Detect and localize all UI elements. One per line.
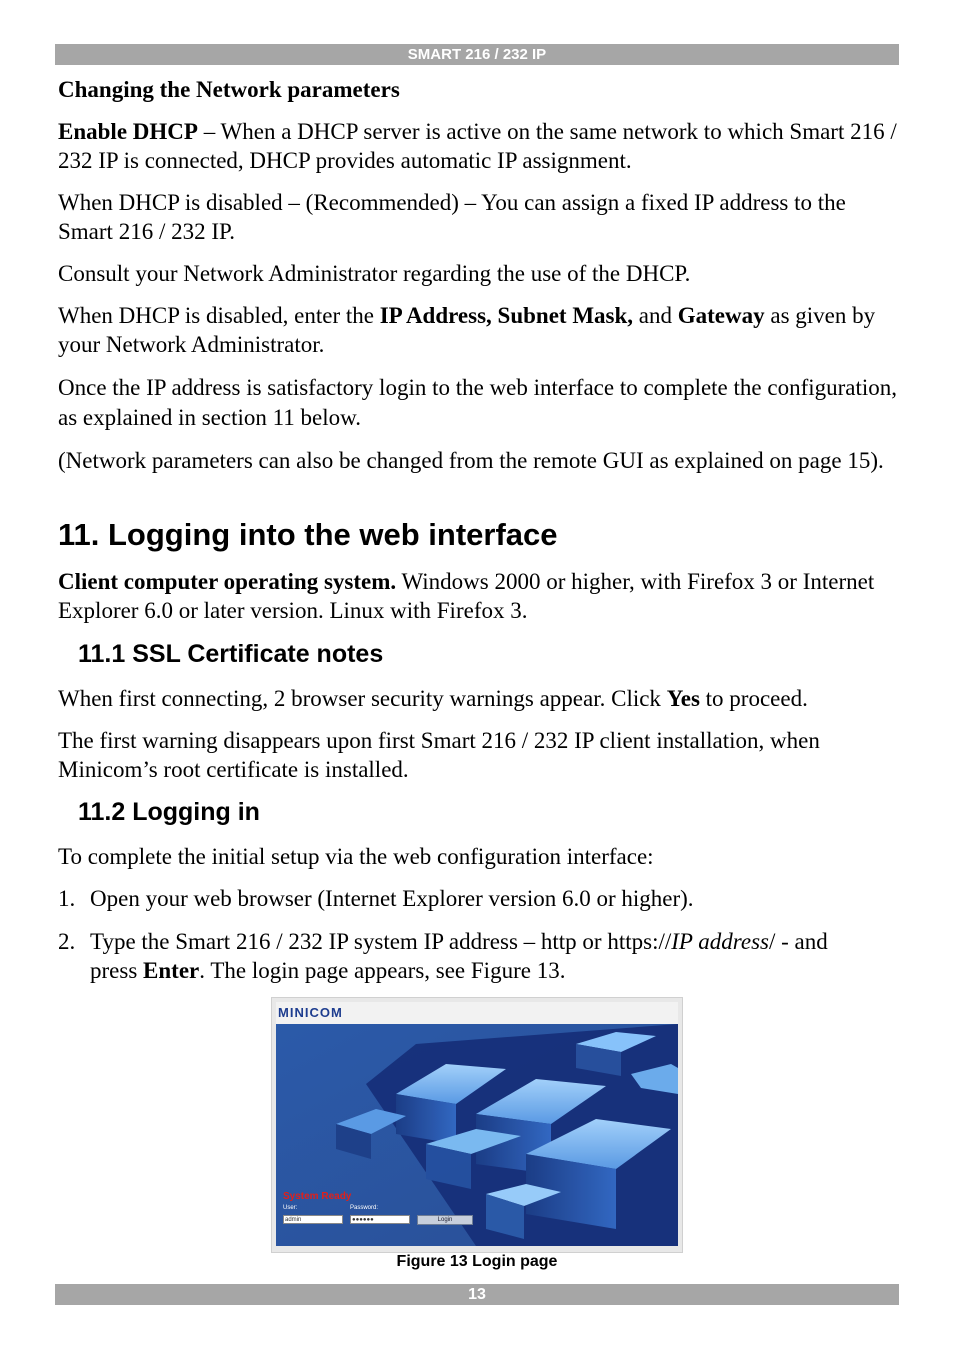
list-item — [58, 884, 898, 913]
minicom-logo: MINICOM — [278, 1005, 343, 1020]
cubes-graphic — [276, 1024, 678, 1246]
p4-c: and — [633, 303, 678, 328]
p4-a: When DHCP is disabled, enter the — [58, 303, 380, 328]
warn-c: to proceed. — [699, 686, 808, 711]
password-label: Password: — [350, 1205, 379, 1211]
login-page-figure — [271, 997, 683, 1253]
password-input[interactable]: ●●●●●● — [350, 1215, 410, 1224]
section-11-heading: 11. Logging into the web interface — [58, 517, 558, 552]
paragraph-dhcp-disabled: When DHCP is disabled – (Recommended) – You can assign a fixed IP address to the Smart 216 / 232 IP. — [58, 190, 846, 244]
paragraph-enable-dhcp — [58, 117, 898, 175]
warn-a: When first connecting, 2 browser security warnings appear. Click — [58, 686, 667, 711]
step2-ip-address: IP address — [671, 929, 769, 954]
paragraph-remote-gui: (Network parameters can also be changed from the remote GUI as explained on page 15). — [58, 448, 884, 473]
step2-b: / - and press — [90, 929, 828, 983]
page-footer — [55, 1284, 899, 1305]
paragraph-enter-ip — [58, 301, 898, 359]
page-header — [55, 44, 899, 65]
paragraph-root-certificate: The first warning disappears upon first Smart 216 / 232 IP client installation, when Minicom’s root certificate is installed. — [58, 728, 820, 782]
warn-yes: Yes — [666, 686, 700, 711]
list-item — [58, 927, 898, 985]
status-text: System Ready — [283, 1191, 352, 1202]
step2-a: Type the Smart 216 / 232 IP system IP address – http or https:// — [90, 929, 672, 954]
logo-strip — [276, 1002, 678, 1024]
paragraph-login-web: Once the IP address is satisfactory login to the web interface to complete the configuration, as explained in section 11 below. — [58, 375, 898, 430]
paragraph-client-os — [58, 567, 898, 625]
section-11-1-heading: 11.1 SSL Certificate notes — [78, 640, 384, 668]
figure-caption: Figure 13 Login page — [396, 1253, 558, 1270]
paragraph-security-warnings — [58, 684, 898, 713]
paragraph-consult-admin: Consult your Network Administrator regarding the use of the DHCP. — [58, 261, 691, 286]
p4-e: as given by your Network Administrator. — [58, 303, 876, 357]
list-text: Open your web browser (Internet Explorer version 6.0 or higher). — [90, 886, 694, 911]
list-number: 1. — [58, 886, 76, 911]
p4-gateway: Gateway — [677, 303, 765, 328]
header-title: SMART 216 / 232 IP — [407, 46, 547, 63]
step2-c: . The login page appears, see Figure 13. — [199, 958, 566, 983]
user-label: User: — [283, 1205, 298, 1211]
login-button[interactable]: Login — [417, 1215, 473, 1225]
list-number: 2. — [58, 929, 76, 954]
enable-dhcp-text: – When a DHCP server is active on the same network to which Smart 216 / 232 IP is connected, DHCP provides automatic IP assignment. — [58, 119, 897, 173]
enable-dhcp-term: Enable DHCP — [58, 119, 198, 144]
paragraph-setup-intro: To complete the initial setup via the web configuration interface: — [58, 844, 654, 869]
p4-ip-subnet: IP Address, Subnet Mask, — [379, 303, 634, 328]
client-os-text: Windows 2000 or higher, with Firefox 3 or Internet Explorer 6.0 or later version. Linux with Firefox 3. — [58, 569, 875, 623]
client-os-term: Client computer operating system. — [58, 569, 397, 594]
login-screen — [276, 1002, 678, 1246]
user-input[interactable]: admin — [283, 1215, 343, 1224]
section-11-2-heading: 11.2 Logging in — [78, 798, 260, 826]
step2-enter: Enter — [143, 958, 200, 983]
list-text — [90, 927, 870, 985]
network-heading: Changing the Network parameters — [58, 77, 400, 102]
page-number: 13 — [468, 1286, 486, 1303]
